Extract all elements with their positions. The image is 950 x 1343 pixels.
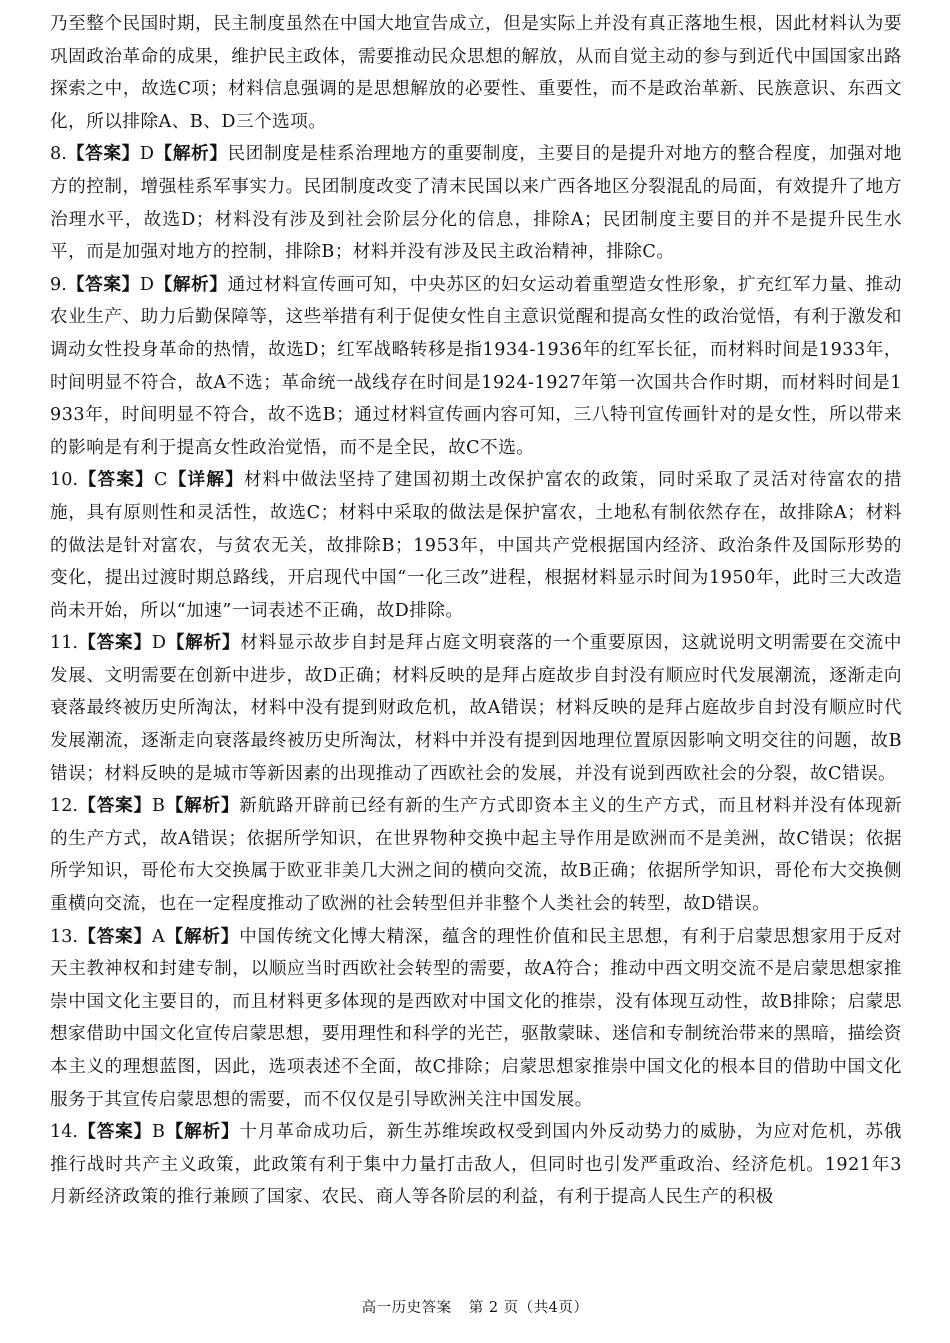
analysis-label: 【解析】 — [165, 925, 240, 947]
answer-label: 【答案】 — [77, 795, 152, 817]
question-explanation-q8 — [50, 138, 902, 268]
footer-page-info: 第 2 页（共4页） — [468, 1300, 589, 1316]
explanation-text: 乃至整个民国时期，民主制度虽然在中国大地宣告成立，但是实际上并没有真正落地生根，因此材料认为要巩固政治革命的成果，维护民主政体，需要推动民众思想的解放，从而自觉主动的参与到近代中国国家出路探索之中，故选C项；材料信息强调的是思想解放的必要性、重要性，而不是政治革新、民族意识、东西文化，所以排除A、B、D三个选项。 — [50, 14, 902, 132]
analysis-label: 【解析】 — [154, 143, 228, 165]
footer-title: 高一历史答案 — [361, 1300, 452, 1316]
question-explanation-q12 — [50, 790, 902, 920]
explanation-text: 民团制度是桂系治理地方的重要制度，主要目的是提升对地方的整合程度，加强对地方的控制，增强桂系军事实力。民团制度改变了清末民国以来广西各地区分裂混乱的局面，有效提升了地方治理水平，故选D；材料没有涉及到社会阶层分化的信息，排除A；民团制度主要目的并不是提升民生水平，而是加强对地方的控制，排除B；材料并没有涉及民主政治精神，排除C。 — [50, 144, 902, 263]
answer-label: 【答案】 — [77, 1121, 152, 1143]
explanation-text: 通过材料宣传画可知，中央苏区的妇女运动着重塑造女性形象，扩充红军力量、推动农业生产、助力后勤保障等，这些举措有利于促使女性自主意识觉醒和提高女性的政治觉悟，有利于激发和调动女性投身革命的热情，故选D；红军战略转移是指1934-1936年的红军长征，而材料时间是1933年，时间明显不符合，故A不选；革命统一战线存在时间是1924-1927年第一次国共合作时期，而材料时间是1933年，时间明显不符合，故不选B；通过材料宣传画内容可知，三八特刊宣传画针对的是女性，所以带来的影响是有利于提高女性政治觉悟，而不是全民，故C不选。 — [50, 274, 902, 458]
explanation-text: 材料显示故步自封是拜占庭文明衰落的一个重要原因，这就说明文明需要在交流中发展、文明需要在创新中进步，故D正确；材料反映的是拜占庭故步自封没有顺应时代发展潮流，逐渐走向衰落最终被历史所淘汰，材料中没有提到财政危机，故A错误；材料反映的是拜占庭故步自封没有顺应时代发展潮流，逐渐走向衰落最终被历史所淘汰，材料中并没有提到因地理位置原因影响文明交往的问题，故B错误；材料反映的是城市等新因素的出现推动了西欧社会的发展，并没有说到西欧社会的分裂，故C错误。 — [50, 633, 902, 784]
answer-value: D — [139, 274, 155, 295]
question-number: 14. — [50, 1122, 78, 1143]
question-number: 13. — [50, 926, 78, 947]
explanation-continuation — [50, 8, 902, 138]
question-number: 11. — [50, 633, 78, 654]
answer-value: B — [151, 1122, 166, 1143]
answer-value: C — [154, 470, 168, 491]
question-number: 9. — [50, 274, 67, 295]
question-number: 12. — [50, 796, 78, 817]
answer-document — [50, 8, 902, 1214]
question-explanation-q13 — [50, 921, 902, 1117]
question-explanation-q14 — [50, 1116, 902, 1214]
answer-label: 【答案】 — [66, 143, 140, 165]
explanation-text: 材料中做法坚持了建国初期土改保护富农的政策，同时采取了灵活对待富农的措施，具有原则性和灵活性，故选C；材料中采取的做法是保护富农，土地私有制依然存在，故排除A；材料的做法是针对富农，与贫农无关，故排除B；1953年，中国共产党根据国内经济、政治条件及国际形势的变化，提出过渡时期总路线，开启现代中国“一化三改”进程，根据材料显示时间为1950年，此时三大改造尚未开始，所以“加速”一词表述不正确，故D排除。 — [50, 470, 902, 621]
answer-label: 【答案】 — [77, 925, 152, 947]
answer-label: 【答案】 — [66, 273, 140, 295]
answer-value: A — [152, 926, 166, 947]
question-explanation-q11 — [50, 627, 902, 790]
analysis-label: 【解析】 — [166, 632, 241, 654]
explanation-text: 新航路开辟前已经有新的生产方式即资本主义的生产方式，而且材料并没有体现新的生产方式，故A错误；依据所学知识，在世界物种交换中起主导作用是欧洲而不是美洲，故C错误；依据所学知识，哥伦布大交换属于欧亚非美几大洲之间的横向交流，故B正确；依据所学知识，哥伦布大交换侧重横向交流，也在一定程度推动了欧洲的社会转型但并非整个人类社会的转型，故D错误。 — [50, 796, 902, 915]
question-explanation-q9 — [50, 269, 902, 465]
analysis-label: 【解析】 — [165, 795, 240, 817]
answer-value: D — [151, 633, 167, 654]
answer-value: B — [151, 796, 166, 817]
page-footer — [0, 1296, 950, 1317]
question-explanation-q10 — [50, 464, 902, 627]
explanation-text: 中国传统文化博大精深，蕴含的理性价值和民主思想，有利于启蒙思想家用于反对天主教神权和封建专制，以顺应当时西欧社会转型的需要，故A符合；推动中西文明交流不是启蒙思想家推崇中国文化主要目的，而且材料更多体现的是西欧对中国文化的推崇，没有体现互动性，故B排除；启蒙思想家借助中国文化宣传启蒙思想，要用理性和科学的光芒，驱散蒙昧、迷信和专制统治带来的黑暗，描绘资本主义的理想蓝图，因此，选项表述不全面，故C排除；启蒙思想家推崇中国文化的根本目的借助中国文化服务于其宣传启蒙思想的需要，而不仅仅是引导欧洲关注中国发展。 — [50, 926, 902, 1110]
analysis-label: 【详解】 — [167, 469, 244, 491]
question-number: 8. — [50, 144, 67, 165]
analysis-label: 【解析】 — [154, 273, 228, 295]
question-number: 10. — [50, 470, 78, 491]
answer-label: 【答案】 — [77, 632, 152, 654]
answer-label: 【答案】 — [77, 469, 154, 491]
analysis-label: 【解析】 — [165, 1121, 240, 1143]
explanation-text: 十月革命成功后，新生苏维埃政权受到国内外反动势力的威胁，为应对危机，苏俄推行战时共产主义政策，此政策有利于集中力量打击敌人，但同时也引发严重政治、经济危机。1921年3月新经济政策的推行兼顾了国家、农民、商人等各阶层的利益，有利于提高人民生产的积极 — [50, 1122, 902, 1208]
answer-value: D — [139, 144, 155, 165]
